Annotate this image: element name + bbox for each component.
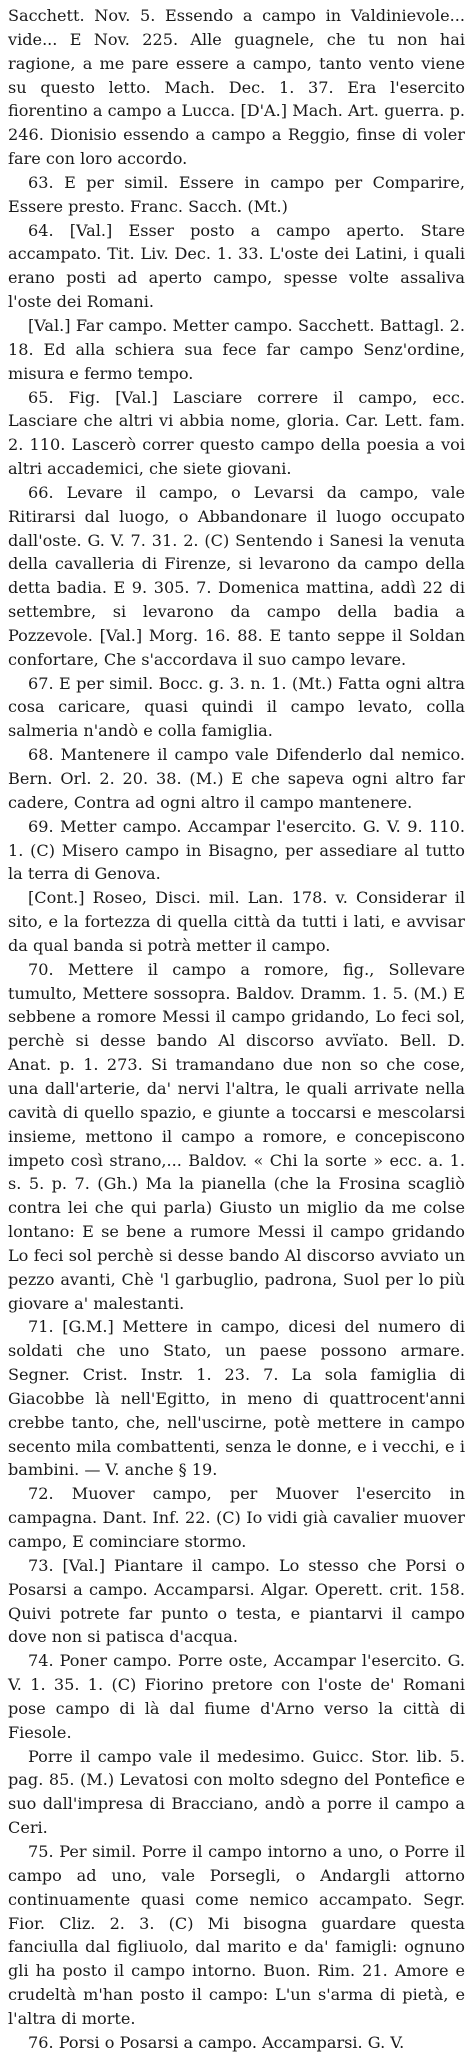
entry-76: 76. Porsi o Posarsi a campo. Accamparsi. G. V. [28,2032,405,2052]
entry-64-far-campo: [Val.] Far campo. Metter campo. Sacchett. Battagl. 2. 18. Ed alla schiera sua fece far campo Senz'ordine, misura e fermo tempo. [8,315,465,383]
entry-68: 68. Mantenere il campo vale Difenderlo dal nemico. Bern. Orl. 2. 20. 38. (M.) E che sapeva ogni altro far cadere, Contra ad ogni altro il campo mantenere. [8,745,465,812]
entry-74: 74. Poner campo. Porre oste, Accampar l'esercito. G. V. 1. 35. 1. (C) Fiorino pretore con l'oste de' Romani pose campo di là dal fiume d'Arno verso la città di Fiesole. [8,1651,465,1742]
entry-67: 67. E per simil. Bocc. g. 3. n. 1. (Mt.) Fatta ogni altra cosa caricare, quasi quindi il campo levato, colla salmeria n'andò e colla famiglia. [8,673,465,741]
entry-73: 73. [Val.] Piantare il campo. Lo stesso che Porsi o Posarsi a campo. Accamparsi. Algar. Operett. crit. 158. Quivi potrete far punto o testa, e piantarvi il campo dove non si patisca d'acqua. [8,1555,465,1647]
entry-66: 66. Levare il campo, o Levarsi da campo, vale Ritirarsi dal luogo, o Abbandonare il luogo occupato dall'oste. G. V. 7. 31. 2. (C) Sentendo i Sanesi la venuta della cavalleria di Firenze, si levarono da campo della detta badia. E 9. 305. 7. Domenica mattina, addì 22 di settembre, si levarono da campo della badia a Pozzevole. [Val.] Morg. 16. 88. E tanto seppe il Soldan confortare, Che s'accordava il suo campo levare. [8,482,465,669]
entry-74-porre-il-campo: Porre il campo vale il medesimo. Guicc. Stor. lib. 5. pag. 85. (M.) Levatosi con molto sdegno del Pontefice e suo dall'impresa di Bracciano, andò a porre il campo a Ceri. [8,1746,465,1838]
entry-69-roseo: [Cont.] Roseo, Disci. mil. Lan. 178. v. Considerar il sito, e la fortezza di quella città da tutti i lati, e avvisar da qual banda si potrà metter il campo. [8,888,465,955]
entry-71: 71. [G.M.] Mettere in campo, dicesi del numero di soldati che uno Stato, un paese possono armare. Segner. Crist. Instr. 1. 23. 7. La sola famiglia di Giacobbe là nell'Egitto, in meno di quattrocent'anni crebbe tanto, che, nell'uscirne, potè mettere in campo secento mila combattenti, senza le donne, e i vecchi, e i bambini. — V. anche § 19. [8,1317,465,1480]
entry-63: 63. E per simil. Essere in campo per Comparire, Essere presto. Franc. Sacch. (Mt.) [8,172,465,216]
entry-75: 75. Per simil. Porre il campo intorno a uno, o Porre il campo ad uno, vale Porsegli, o Andargli attorno continuamente quasi come nemico accampato. Segr. Fior. Cliz. 2. 3. (C) Mi bisogna guardare questa fanciulla dal figliuolo, dal marito e da' famigli: ognuno gli ha posto il campo intorno. Buon. Rim. 21. Amore e crudeltà m'han posto il campo: L'un s'arma di pietà, e l'altra di morte. [8,1841,465,2028]
entry-70: 70. Mettere il campo a romore, fig., Sollevare tumulto, Mettere sossopra. Baldov. Dramm. 1. 5. (M.) E sebbene a romore Messi il campo gridando, Lo feci sol, perchè si desse bando Al discorso avvïato. Bell. D. Anat. p. 1. 273. Si tramandano due non so che cose, una dall'arterie, da' nervi l'altra, le quali arrivate nella cavità di quello spazio, e giunte a toccarsi e mescolarsi insieme, mettono il campo a romore, e concepiscono impeto così strano,... Baldov. « Chi la sorte » ecc. a. 1. s. 5. p. 7. (Gh.) Ma la pianella (che la Frosina scagliò contra lei che qui parla) Giusto un miglio da me colse lontano: E se bene a rumore Messi il campo gridando Lo feci sol perchè si desse bando Al discorso avviato un pezzo avanti, Chè 'l garbuglio, padrona, Suol per lo più giovare a' malestanti. [8,959,465,1313]
entry-72: 72. Muover campo, per Muover l'esercito in campagna. Dant. Inf. 22. (C) Io vidi già cavalier muover campo, E cominciare stormo. [8,1484,465,1551]
entry-65: 65. Fig. [Val.] Lasciare correre il campo, ecc. Lasciare che altri vi abbia nome, gloria. Car. Lett. fam. 2. 110. Lascerò correr questo campo della poesia a voi altri accademici, che siete giovani. [8,387,465,479]
entry-69: 69. Metter campo. Accampar l'esercito. G. V. 9. 110. 1. (C) Misero campo in Bisagno, per assediare al tutto la terra di Genova. [8,816,465,884]
entry-64: 64. [Val.] Esser posto a campo aperto. Stare accampato. Tit. Liv. Dec. 1. 33. L'oste dei Latini, i quali erano posti ad aperto campo, spesse volte assaliva l'oste dei Romani. [8,220,465,312]
entry-continuation: Sacchett. Nov. 5. Essendo a campo in Valdinievole... vide... E Nov. 225. Alle guagnele, che tu non hai ragione, a me pare essere a campo, tanto vento viene su questo letto. Mach. Dec. 1. 37. Era l'esercito fiorentino a campo a Lucca. [D'A.] Mach. Art. guerra. p. 246. Dionisio essendo a campo a Reggio, finse di voler fare con loro accordo. [8,6,465,169]
